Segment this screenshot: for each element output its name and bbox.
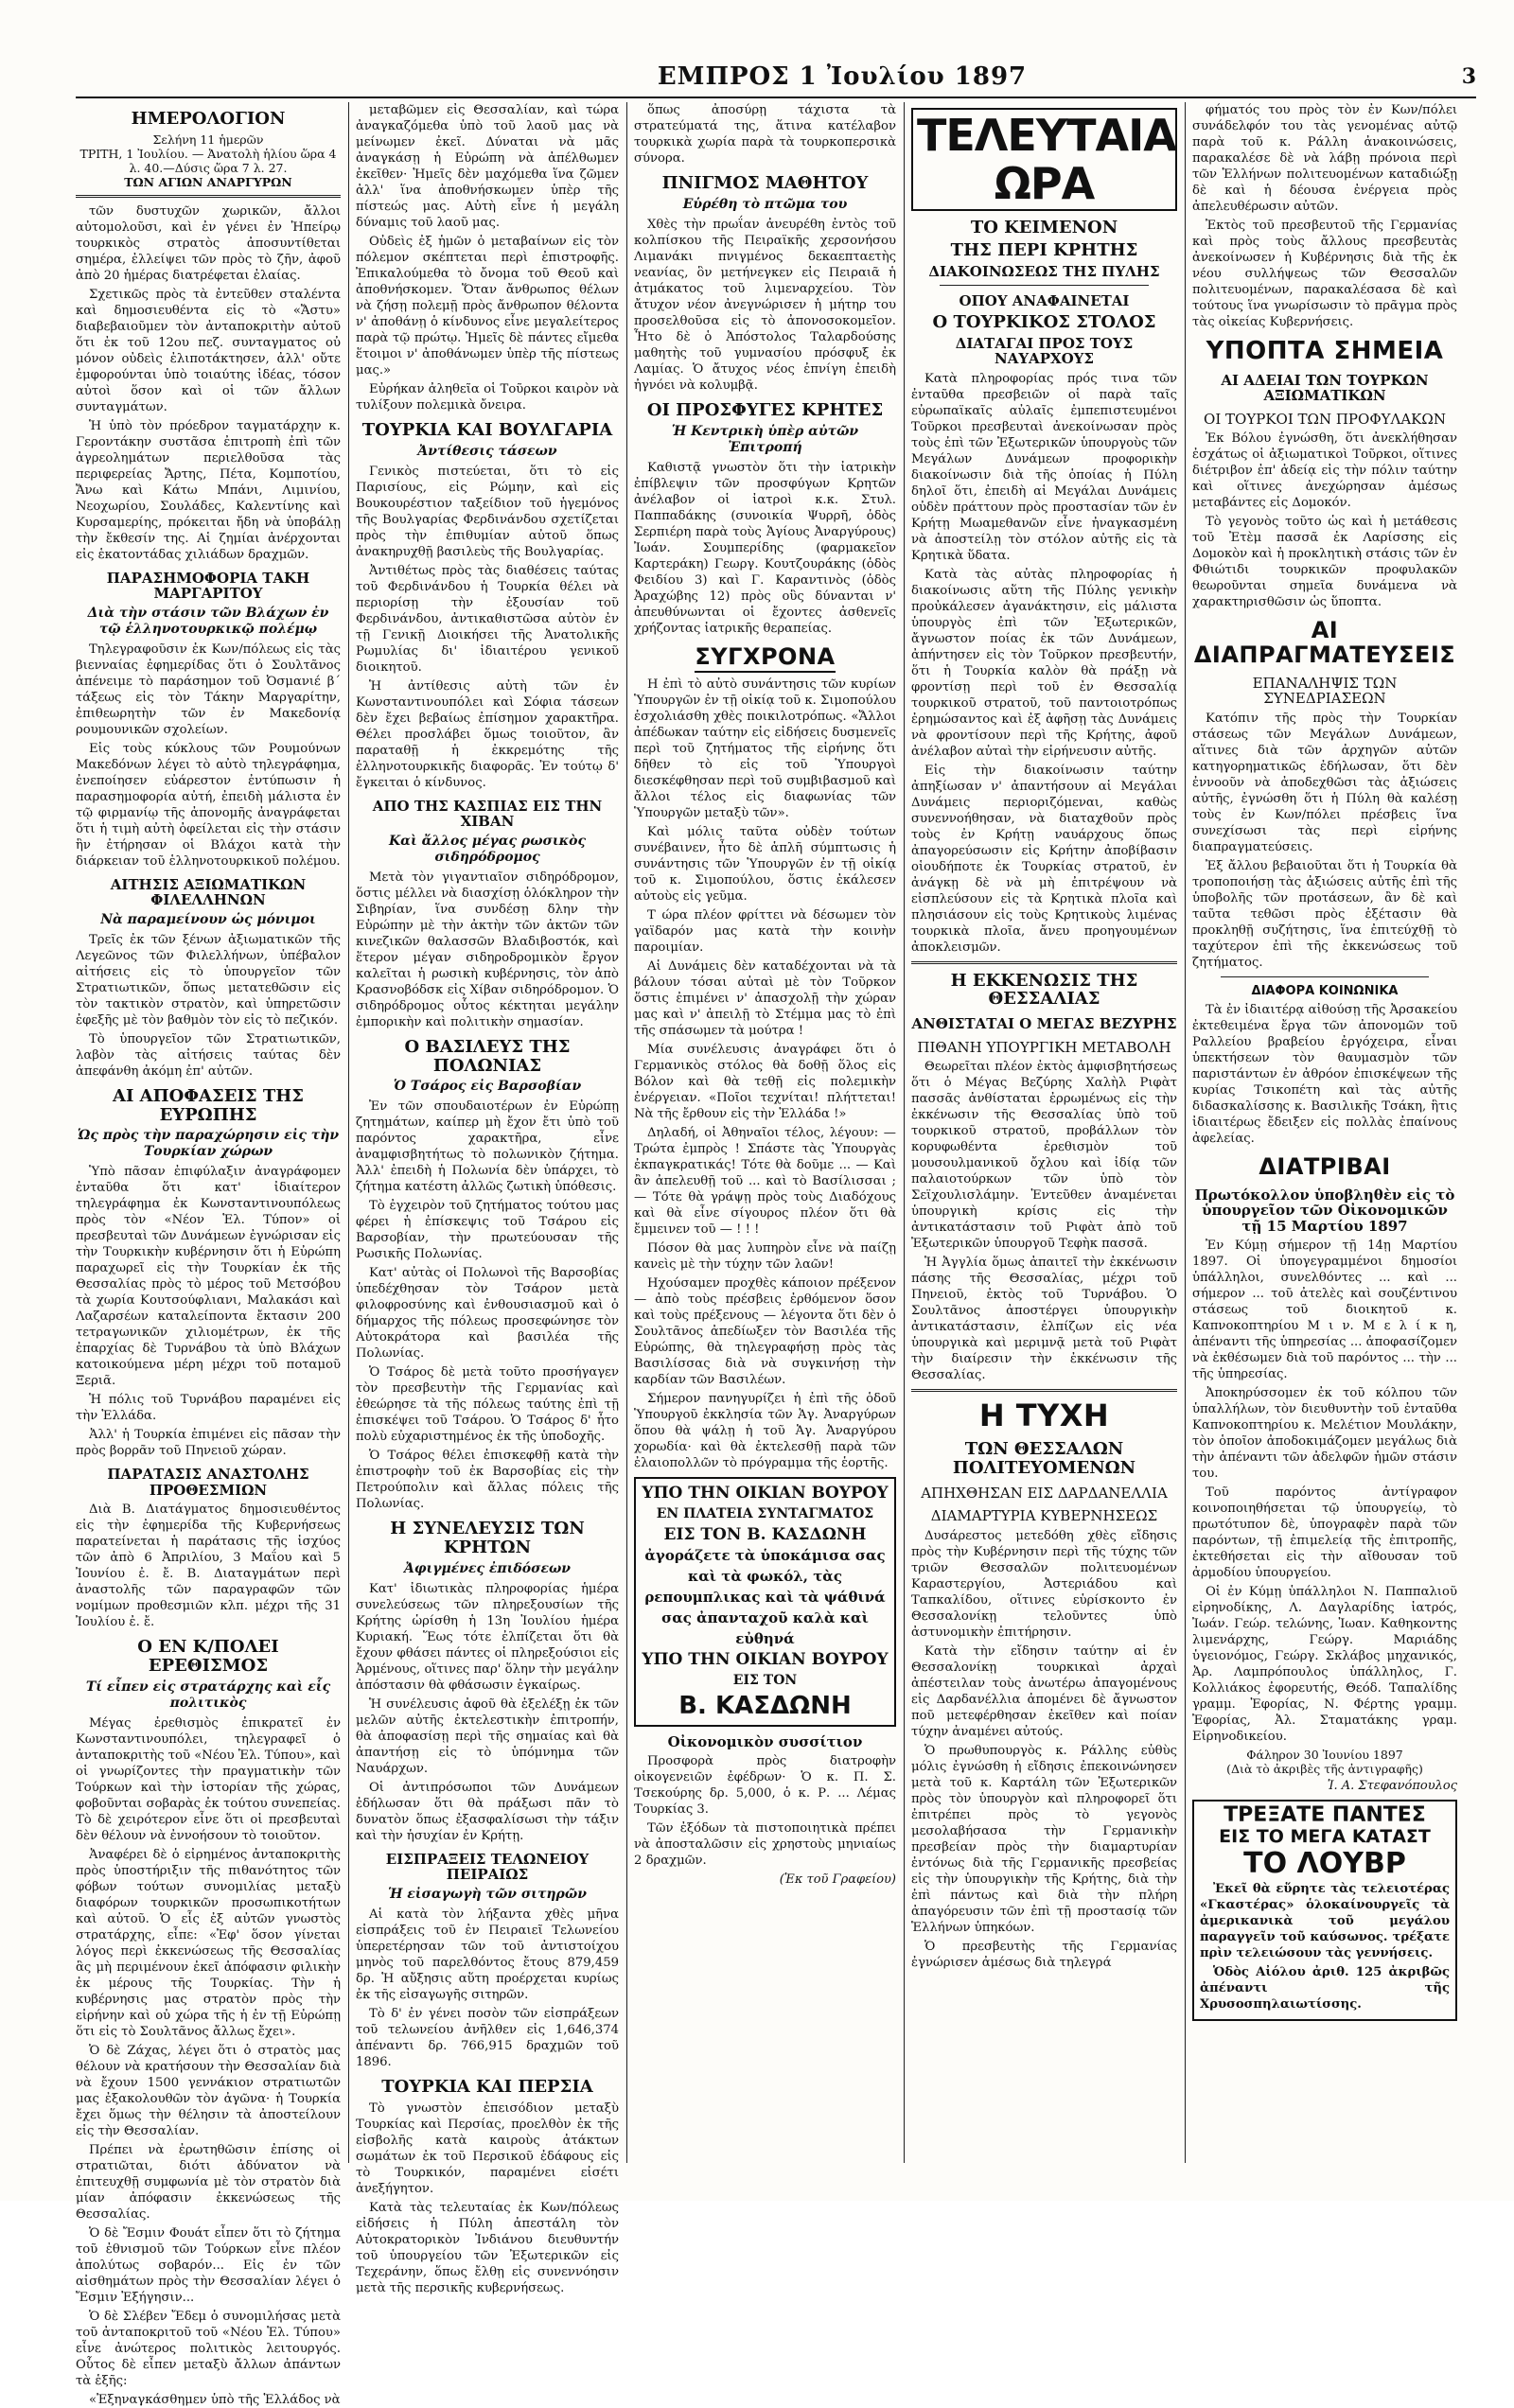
paragraph: Τῶν ἐξόδων τὰ πιστοποιητικὰ πρέπει νὰ ἀποσταλῶσιν εἰς χρηστοὺς μηνιαίως 2 δραχμῶν.: [634, 1821, 896, 1869]
subheadline: Καὶ ἄλλος μέγας ρωσικὸς σιδηρόδρομος: [389, 833, 586, 865]
headline-box: [911, 108, 1177, 211]
headline: ΑΙ ΑΔΕΙΑΙ ΤΩΝ ΤΟΥΡΚΩΝ ΑΞΙΩΜΑΤΙΚΩΝ: [1221, 371, 1429, 405]
paragraph: Σήμερον πανηγυρίζει ἡ ἐπὶ τῆς ὁδοῦ Ὑπουργοῦ ἐκκλησία τῶν Ἁγ. Ἀναργύρων ὅπου θὰ ψάλῃ ἡ τοῦ Ἁγ. Ἀναργύρου χορωδία· καὶ θὰ ἐκτελεσθῇ παρὰ τῶν ἐλαιοπολλῶν τὸ πρόγραμμα τῆς ἑορτῆς.: [634, 1391, 896, 1470]
headline: Οἰκονομικὸν συσσίτιον: [667, 1732, 863, 1750]
headline: ΤΟ ΚΕΙΜΕΝΟΝ: [970, 218, 1118, 238]
headline: Ο ΕΝ Κ/ΠΟΛΕΙ ΕΡΕΘΙΣΜΟΣ: [137, 1637, 279, 1677]
paragraph: Τὸ δ' ἐν γένει ποσὸν τῶν εἰσπράξεων τοῦ τελωνείου ἀνῆλθεν εἰς 1,646,374 ἀπέναντι δρ. 766,915 δραχμῶν τοῦ 1896.: [356, 2006, 619, 2069]
headline: ΑΙΤΗΣΙΣ ΑΞΙΩΜΑΤΙΚΩΝ ΦΙΛΕΛΛΗΝΩΝ: [110, 875, 307, 909]
paragraph: Τὸ γεγονὸς τοῦτο ὡς καὶ ἡ μετάθεσις τοῦ Ἐτὲμ πασσᾶ ἐκ Λαρίσσης εἰς Δομοκὸν καὶ ἡ προκλητικὴ στάσις τῶν ἐν Φθιώτιδι τουρκικῶν προφυλακῶν θεωροῦνται σημεῖα δυνάμενα νὰ χαρακτηρισθῶσιν ὡς ὕποπτα.: [1192, 515, 1457, 610]
signature: (Ἐκ τοῦ Γραφείου): [779, 1872, 896, 1888]
paragraph: Κατὰ τὰς αὐτὰς πληροφορίας ἡ διακοίνωσις αὕτη τῆς Πύλης γενικὴν προὐκάλεσεν ἀγανάκτησιν, εἰς μάλιστα ὑπουργὸς ἐπὶ τῶν Ἐξωτερικῶν, ἄγνωστον ποίας ἐκ τῶν Δυνάμεων, ἀπήντησεν εἰς τὸν Τοῦρκον πρεσβευτήν, ὅτι ἡ Τουρκία καλὸν θὰ πράξῃ νὰ φροντίσῃ περὶ τοῦ ἐν Θεσσαλίᾳ τουρκικοῦ στρατοῦ, τοῦ παντοιοτρόπως ἐρημώσαντος καὶ ἐξ ἀφῆσῃ τὰς Δυνάμεις νὰ φροντίσουν περὶ τῆς Κρήτης, ἀφοῦ ἀνέλαβον αὐταὶ τὴν εἰρήνευσιν αὐτῆς.: [911, 567, 1177, 759]
paragraph: Ἡ ἀντίθεσις αὐτὴ τῶν ἐν Κωνσταντινουπόλει καὶ Σόφια τάσεων δὲν ἔχει βεβαίως ἐπίσημον χαρακτῆρα. Θέλει προσλάβει ὅμως τοιοῦτον, ἂν παραταθῇ ἡ ἐκκρεμότης τῆς ἑλληνοτουρκικῆς διαφορᾶς. Ἐν τούτῳ δ' ἔγκειται ὁ κίνδυνος.: [356, 678, 619, 790]
headline-text: ΣΥΓΧΡΟΝΑ: [695, 644, 835, 673]
paragraph: Διὰ Β. Διατάγματος δημοσιευθέντος εἰς τὴν ἐφημερίδα τῆς Κυβερνήσεως παρατείνεται ἡ παράτασις τῆς ἰσχύος τῶν ἀπὸ 6 Ἀπριλίου, 3 Μαΐου καὶ 5 Ἰουνίου ἐ. ἔ. Β. Διαταγμάτων περὶ ἀναστολῆς τῶν παραγραφῶν τῶν νομίμων προθεσμιῶν κλπ. μέχρι τῆς 31 Ἰουλίου ἐ. ἔ.: [76, 1503, 341, 1630]
headline: [634, 644, 896, 673]
headline: ΑΝΘΙΣΤΑΤΑΙ Ο ΜΕΓΑΣ ΒΕΖΥΡΗΣ: [911, 1015, 1177, 1033]
headline: ΤΩΝ ΘΕΣΣΑΛΩΝ ΠΟΛΙΤΕΥΟΜΕΝΩΝ: [952, 1439, 1136, 1479]
paragraph: Μία συνέλευσις ἀναγράφει ὅτι ὁ Γερμανικὸς στόλος θὰ δοθῇ ὅλος εἰς Βόλον καὶ θὰ τεθῇ εἰς πολεμικὴν ἐνέργειαν. «Ποῖοι τεχνίται! πλήττεται! Νὰ τῆς ἔρθουν εἰς τὴν Ἑλλάδα !»: [634, 1042, 896, 1121]
paragraph: Ὁ δὲ Ζάχας, λέγει ὅτι ὁ στρατὸς μας θέλουν νὰ κρατήσουν τὴν Θεσσαλίαν διὰ νὰ ἔχουν 1500 γεννάκιον στρατιωτῶν μας ἐξακολουθῶν τὸν ἀγῶνα· ἡ Τουρκία ἔχει ὅμως τὴν θέλησιν τὰ ἀποστείλουν εἰς τὴν Θεσσαλίαν.: [76, 2043, 341, 2138]
paragraph: Κατὰ τὰς τελευταίας ἐκ Κων/πόλεως εἰδήσεις ἡ Πύλη ἀπεστάλη τὸν Αὐτοκρατορικὸν Ἰνδιάνου διευθυντήν τοῦ ὑπουργείου τῶν Ἐξωτερικῶν εἰς Τεχεράνην, ὅπως ἔλθῃ εἰς συνεννόησιν μετὰ τῆς περσικῆς κυβερνήσεως.: [356, 2200, 619, 2295]
headline: ΠΙΘΑΝΗ ΥΠΟΥΡΓΙΚΗ ΜΕΤΑΒΟΛΗ: [917, 1038, 1171, 1056]
headline: Η ΤΥΧΗ: [978, 1397, 1110, 1434]
paragraph: Εὐρήκαν ἀληθεῖα οἱ Τοῦρκοι καιρὸν νὰ τυλίξουν πολεμικὰ ὄνειρα.: [356, 382, 619, 413]
headline: ΠΝΙΓΜΟΣ ΜΑΘΗΤΟΥ: [661, 173, 869, 193]
column-rule: [904, 102, 905, 2163]
subheadline: Νὰ παραμείνουν ὡς μόνιμοι: [100, 911, 316, 927]
ad-line: ΤΡΕΞΑΤΕ ΠΑΝΤΕΣ: [1224, 1803, 1426, 1828]
paragraph: Ἡ Ἀγγλία ὅμως ἀπαιτεῖ τὴν ἐκκένωσιν πάσης τῆς Θεσσαλίας, μέχρι τοῦ Πηνειοῦ, ἐκτὸς τοῦ Τυρνάβου. Ὁ Σουλτᾶνος ἀποστέργει ὑπουργικὴν ἀντικατάστασιν, ἐλπίζων εἰς νέα ὑπουργικὰ καὶ μεριμνᾷ μετὰ τοῦ Ριφὰτ τὴν διαίρεσιν τὴν ἐκκένωσιν τῆς Θεσσαλίας.: [911, 1256, 1177, 1383]
paragraph: Ὁ πρεσβευτὴς τῆς Γερμανίας ἐγνώρισεν ἀμέσως διὰ τηλεγρά: [911, 1939, 1177, 1970]
headline: ΑΙ ΔΙΑΠΡΑΓΜΑΤΕΥΣΕΙΣ: [1193, 617, 1456, 669]
divider: [911, 961, 1177, 964]
paragraph: Ὑπὸ πᾶσαν ἐπιφύλαξιν ἀναγράφομεν ἐνταῦθα ὅτι κατ' ἰδιαίτερον τηλεγράφημα ἐκ Κωνσταντινουπόλεως πρὸς τὸν «Νέον Ἑλ. Τύπον» οἱ πρεσβευταὶ τῶν Δυνάμεων ἐγνώρισαν εἰς τὴν Τουρκικὴν κυβέρνησιν ὅτι ἡ Εὐρώπη παραχωρεῖ εἰς τὴν Τουρκίαν ἐκ τῆς Θεσσαλίας πρὸς τὸ μέρος τοῦ Μετσόβου τὰ χωρία Κουτσούφλιανι, Μαλακάσι καὶ Λαζαρσέων καταλείποντα ἔκτασιν 200 τετραγωνικῶν χιλιομέτρων, ἐκ τῆς ἐπαρχίας δὲ Τυρνάβου τὰ ὑπὸ Βλάχων κατοικούμενα μέρη μέχρι τοῦ ποταμοῦ Ξεριᾶ.: [76, 1165, 341, 1389]
column-1: [76, 102, 341, 2407]
paragraph: Τὸ ἐγχειρὸν τοῦ ζητήματος τούτου μας φέρει ἡ ἐπίσκεψις τοῦ Τσάρου εἰς Βαρσοβίαν, τὴν πρωτεύουσαν τῆς Ρωσικῆς Πολωνίας.: [356, 1199, 619, 1262]
advertisement: [1192, 1800, 1457, 2021]
paragraph: Κατ' αὐτὰς οἱ Πολωνοὶ τῆς Βαρσοβίας ὑπεδέχθησαν τὸν Τσάρον μετὰ φιλοφροσύνης καὶ ἐνθουσιασμοῦ καὶ ὁ δήμαρχος τῆς πόλεως προσεφώνησε τὸν Αὐτοκράτορα καὶ βασιλέα τῆς Πολωνίας.: [356, 1266, 619, 1362]
column-2: [356, 102, 619, 2295]
paragraph: Τ ώρα πλέον φρίττει νὰ δέσωμεν τὸν γαϊδαρόν μας κατὰ τὴν κοινὴν παροιμίαν.: [634, 907, 896, 955]
divider: [76, 195, 341, 198]
ad-line: ΥΠΟ ΤΗΝ ΟΙΚΙΑΝ ΒΟΥΡΟΥ: [642, 1483, 889, 1503]
ad-line: ΕΙΣ ΤΟ ΜΕΓΑ ΚΑΤΑΣΤ: [1219, 1826, 1431, 1848]
paragraph: Ἀποκηρύσσομεν ἐκ τοῦ κόλπου τῶν ὑπαλλήλων, τὸν διευθυντὴν τοῦ ἐνταῦθα Καπνοκοπτηρίου κ. Μελέτιον Μουλάκην, τὸν ὁποῖον ἀποδοκιμάζομεν μεγάλως διὰ τὴν ἀπέναντι τῶν ἀδελφῶν ἡμῶν στάσιν του.: [1192, 1386, 1457, 1482]
paragraph: Χθὲς τὴν πρωΐαν ἀνευρέθη ἐντὸς τοῦ κολπίσκου τῆς Πειραϊκῆς χερσονήσου Λιμανάκι πνιγμένος δεκαεπταετὴς νεανίας, ὃν μετήνεγκεν εἰς Πειραιᾶ ἡ ἀτμάκατος τοῦ λιμεναρχείου. Τὸν ἄτυχον νέον ἀνεγνώρισεν ἡ μήτηρ του προσελθοῦσα εἰς τὸ ἀπονοσοκομεῖον. Ἦτο δὲ ὁ Ἀπόστολος Ταλαρδούσης μαθητὴς τοῦ γυμνασίου πρόσφυξ ἐκ Λαμίας. Ὁ ἄτυχος νέος ἐπνίγη ἐπειδὴ ἠγνόει νὰ κολυμβᾷ.: [634, 217, 896, 393]
paragraph: Κατ' ἰδιωτικὰς πληροφορίας ἡμέρα συνελεύσεως τῶν πληρεξουσίων τῆς Κρήτης ὡρίσθη ἡ 13η Ἰουλίου ἡμέρα Κυριακή. Ἕως τότε ἐλπίζεται ὅτι θὰ ἔχουν φθάσει πάντες οἱ πληρεξούσιοι εἰς Ἀρμένους, οἵτινες παρ' ὅλην τὴν μεγάλην ἀπόστασιν θὰ φθάσωσιν ἐγκαίρως.: [356, 1581, 619, 1693]
paragraph: Ἀναφέρει δὲ ὁ εἰρημένος ἀνταποκριτὴς πρὸς ὑποστήριξιν τῆς πιθανότητος τῶν φόβων τούτων συνομιλίας μεταξὺ διαφόρων τουρκικῶν προσωπικοτήτων καὶ αὐτοῦ. Ὁ εἷς ἐξ αὐτῶν γνωστὸς στρατάρχης, εἶπε: «Ἐφ' ὅσον γίνεται λόγος περὶ ἐκκενώσεως τῆς Θεσσαλίας ἃς μὴ περιμένουν ἐκεῖ ἀπόφασιν φιλικὴν ἐκ μέρους τῆς Τουρκίας. Τὴν ἡ κυβέρνησις μας στρατὸν πρὸς τὴν εἰρήνην καὶ οὐ χώρα τῆς ἡ ἐν τῇ Εὐρώπῃ ὅτι εἰς τὸ Σουλτᾶνος ἄλλως ἔχει».: [76, 1847, 341, 2039]
paragraph: τῶν δυστυχῶν χωρικῶν, ἄλλοι αὐτομολοῦσι, καὶ ἐν γένει ἐν Ἠπείρῳ τουρκικὸς στρατὸς ἀποσυντίθεται σημέρα, ἐλλείψει τῶν πρὸς τὸ ζῆν, ἀφοῦ ἀπὸ 20 ἡμέρας διατρέφεται ἐλαίας.: [76, 203, 341, 283]
subheadline: Εὑρέθη τὸ πτῶμα του: [682, 196, 848, 212]
headline: ΤΟΥΡΚΙΑ ΚΑΙ ΠΕΡΣΙΑ: [381, 2076, 593, 2097]
headline: ΠΑΡΑΣΗΜΟΦΟΡΙΑ ΤΑΚΗ ΜΑΡΓΑΡΙΤΟΥ: [106, 569, 310, 603]
paragraph: Ὁ Τσάρος θέλει ἐπισκεφθῇ κατὰ τὴν ἐπιστροφὴν τοῦ ἐκ Βαρσοβίας εἰς τὴν Πετρούπολιν καὶ ἄλλας πόλεις τῆς Πολωνίας.: [356, 1449, 619, 1512]
masthead: [76, 59, 1476, 98]
paragraph: Τὸ ὑπουργεῖον τῶν Στρατιωτικῶν, λαβὸν τὰς αἰτήσεις ταύτας δὲν ἀπεφάνθη ἀκόμη ἐπ' αὐτῶν.: [76, 1031, 341, 1079]
headline: ΔΙΑΦΟΡΑ ΚΟΙΝΩΝΙΚΑ: [1251, 983, 1399, 998]
paragraph: Ἀλλ' ἡ Τουρκία ἐπιμένει εἰς πᾶσαν τὴν πρὸς βορρᾶν τοῦ Πηνειοῦ χώραν.: [76, 1428, 341, 1459]
column-5: [1192, 102, 1457, 2163]
ad-line: ΕΙΣ ΤΟΝ: [732, 1672, 798, 1688]
paragraph: Τρεῖς ἐκ τῶν ξένων ἀξιωματικῶν τῆς Λεγεῶνος τῶν Φιλελλήνων, ὑπέβαλον αἰτήσεις εἰς τὸ ὑπουργεῖον τῶν Στρατιωτικῶν, ὅπως μετατεθῶσιν εἰς τὸν τακτικὸν στρατὸν, καὶ ὑπηρετῶσιν ἐφεξῆς μὲ τὸν βαθμὸν τὸν εἰς τὸ πεζικόν.: [76, 932, 341, 1028]
subheadline: Ὁ Τσάρος εἰς Βαρσοβίαν: [393, 1079, 582, 1095]
paragraph: Πόσον θὰ μας λυπηρὸν εἶνε νὰ παίζῃ κανεὶς μὲ τὴν τύχην τῶν λαῶν!: [634, 1240, 896, 1272]
headline: ΕΠΑΝΑΛΗΨΙΣ ΤΩΝ ΣΥΝΕΔΡΙΑΣΕΩΝ: [1252, 674, 1398, 708]
paragraph: Ὁδὸς Αἰόλου ἀριθ. 125 ἀκριβῶς ἀπέναντι τῆς Χρυσοσπηλαιωτίσσης.: [1200, 1965, 1450, 2013]
advertisement: [634, 1477, 896, 1727]
note: (Διὰ τὸ ἀκριβὲς τῆς ἀντιγραφῆς): [1226, 1762, 1423, 1777]
headline: Η ΣΥΝΕΛΕΥΣΙΣ ΤΩΝ ΚΡΗΤΩΝ: [390, 1519, 585, 1558]
ad-line: ἀγοράζετε τὰ ὑποκάμισα σας καὶ τὰ φωκόλ, τὰς ρεπουμπλικας καὶ τὰ ψάθινά σας ἀπανταχοῦ καλὰ καὶ εὐθηνά: [644, 1546, 886, 1647]
subheadline: Ὡς πρὸς τὴν παραχώρησιν εἰς τὴν Τουρκίαν χώρων: [77, 1128, 340, 1160]
subheadline: Διὰ τὴν στάσιν τῶν Βλάχων ἐν τῷ ἑλληνοτουρκικῷ πολέμῳ: [87, 605, 329, 637]
paragraph: Οἱ ἐν Κύμῃ ὑπάλληλοι Ν. Παππαλιοῦ εἰρηνοδίκης, Λ. Δαγλαρίδης ἰατρός, Ἰωάν. Γεώρ. τελώνης, Ἰωαν. Καθηκοντης λιμενάρχης, Γεώργ. Μαριάδης ὑγειονόμος, Γεώργ. Σκλάβος μηχανικός, Ἀρ. Λαμπρόπουλος ὑπάλληλος, Γ. Κολλιάκος ἐφορευτής, Θεόδ. Ταπαλίδης γραμμ. Ἐφορίας, Ν. Φέρτης γραμμ. Ἐφορίας, Ἀλ. Σταματάκης γραμ. Εἰρηνοδικείου.: [1192, 1585, 1457, 1745]
divider: [1221, 976, 1429, 977]
headline: ΕΙΣΠΡΑΞΕΙΣ ΤΕΛΩΝΕΙΟΥ ΠΕΙΡΑΙΩΣ: [385, 1850, 590, 1884]
ad-line: Β. ΚΑΣΔΩΝΗ: [678, 1691, 852, 1720]
subheadline: Ἀφιγμένες ἐπιδόσεων: [403, 1560, 571, 1576]
paragraph: ὅπως ἀποσύρῃ τάχιστα τὰ στρατεύματά της, ἅτινα κατέλαβον τουρκικὰ χωρία παρὰ τὰ τουρκοπερσικὰ σύνορα.: [634, 103, 896, 166]
paragraph: Γενικὸς πιστεύεται, ὅτι τὸ εἰς Παρισίους, εἰς Ρώμην, καὶ εἰς Βουκουρέστιον ταξείδιον τοῦ ἡγεμόνος τῆς Βουλγαρίας Φερδινάνδου σχετίζεται πρὸς τὴν ἐπιθυμίαν αὐτοῦ ὅπως ἀνακηρυχθῇ βασιλεὺς τῆς Βουλγαρίας.: [356, 464, 619, 559]
column-rule: [348, 102, 349, 2163]
paragraph: Καὶ μόλις ταῦτα οὐδὲν τούτων συνέβαινεν, ἦτο δὲ ἁπλῆ σύμπτωσις ἡ συνάντησις τῶν Ὑπουργῶν ἐν τῇ οἰκίᾳ τοῦ κ. Σιμοπούλου, ὅστις ἐκάλεσεν αὐτοὺς εἰς γεῦμα.: [634, 824, 896, 904]
paragraph: Ὁ Τσάρος δὲ μετὰ τοῦτο προσήγαγεν τὸν πρεσβευτὴν τῆς Γερμανίας καὶ ἐθεώρησε τὰ τῆς πόλεως ταύτης ἐπὶ τῇ ἐπισκέψει τοῦ Τσάρου. Ὁ Τσάρος δ' ἦτο πολὺ εὐχαριστημένος ἐκ τῆς ὑποδοχῆς.: [356, 1365, 619, 1445]
paragraph: Οὐδεὶς ἐξ ἡμῶν ὁ μεταβαίνων εἰς τὸν πόλεμον σκέπτεται περὶ ἐπιστροφῆς. Ἐπικαλούμεθα τὸ ὄνομα τοῦ Θεοῦ καὶ ἀποθνήσκομεν. Ὅταν ἄνθρωπος θέλων νὰ ζήσῃ πολεμῇ πρὸς ἄνθρωπον θέλοντα ν' ἀποθάνῃ ὁ κίνδυνος εἶνε μεγαλείτερος παρὰ τῷ πρώτῳ. Ἡμεῖς δὲ πάντες εἴμεθα ἕτοιμοι ν' ἀποθάνωμεν ὑπὲρ τῆς πίστεως μας.»: [356, 235, 619, 378]
paragraph: Ἐν Κύμῃ σήμερον τῇ 14ῃ Μαρτίου 1897. Οἱ ὑπογεγραμμένοι δημοσίοι ὑπάλληλοι, συνελθόντες ... καὶ ... σήμερον ... τοῦ ἀτελὲς καὶ σουζέντινου στάσεως τοῦ διοικητοῦ κ. Καπνοκοπτηρίου Μ ι ν. Μ ε λ ί κ η, ἀπέναντι τῆς ὑπηρεσίας ... ἀποφασίζομεν νὰ ἐκθέσωμεν διὰ τοῦ παρόντος ... τὴν ... τῆς ὑπηρεσίας.: [1192, 1239, 1457, 1382]
headline: ΔΙΑΚΟΙΝΩΣΕΩΣ ΤΗΣ ΠΥΛΗΣ: [928, 262, 1160, 280]
paragraph: Σχετικῶς πρὸς τὰ ἐντεῦθεν σταλέντα καὶ δημοσιευθέντα εἰς τὸ «Ἄστυ» διαβεβαιοῦμεν τὸν ἀνταποκριτὴν αὐτοῦ ὅτι ἐκ τοῦ 12ου πεζ. συνταγματος οὐ μόνον οὐδεὶς ἐλιποτάκτησεν, ἀλλ' οὔτε ἐμφορούνται ὑπὸ τοιαύτης ἰδέας, τόσον αὐτοὶ ὅσον καὶ οἱ τῶν ἄλλων συνταγμάτων.: [76, 287, 341, 414]
column-rule: [626, 102, 627, 2163]
calendar-saints: ΤΩΝ ΑΓΙΩΝ ΑΝΑΡΓΥΡΩΝ: [124, 174, 292, 189]
paragraph: Ηχούσαμεν προχθὲς κάποιον πρέξενον — ἀπὸ τοὺς πρέσβεις ἐρθόμενον ὅσον καὶ τοὺς πρέξενους — λέγοντα ὅτι δὲν ὁ Σουλτᾶνος ἀπεδίωξεν τὸν Βασιλέα τῆς Εὐρώπης, θὰ τηλεγραφήσῃ πρὸς τὰς Βασιλίσσας διὰ νὰ συγκινήσῃ τὴν καρδίαν τῶν Βασιλέων.: [634, 1275, 896, 1387]
headline: Η ΕΚΚΕΝΩΣΙΣ ΤΗΣ ΘΕΣΣΑΛΙΑΣ: [950, 970, 1138, 1010]
paragraph: μεταβῶμεν εἰς Θεσσαλίαν, καὶ τώρα ἀναγκαζόμεθα ὑπὸ τοῦ λαοῦ μας νὰ μείνωμεν ἐκεῖ. Δύναται νὰ μᾶς ἀναγκάσῃ ἡ Εὐρώπη νὰ ἀπέλθωμεν ἐκεῖθεν· Ἡμεῖς δὲν μαχόμεθα ἵνα ζῶμεν ἀλλ' ἵνα ἀποθνήσκωμεν ὑπὲρ τῆς πίστεώς μας. Αὐτὴ εἶνε ἡ μεγάλη δύναμις τοῦ λαοῦ μας.: [356, 103, 619, 230]
paragraph: Θεωρεῖται πλέον ἐκτὸς ἀμφισβητήσεως ὅτι ὁ Μέγας Βεζύρης Χαλὴλ Ριφὰτ πασσᾶς ἀνθίσταται ἐρρωμένως εἰς τὴν ἐκκένωσιν τῆς Θεσσαλίας ὑπὸ τοῦ τουρκικοῦ στρατοῦ, προβάλλων τὸν κορυφωθέντα ἐρεθισμὸν τοῦ μουσουλμανικοῦ ὄχλου καὶ ἰδίᾳ τῶν παλαιοτούρκων τῶν ὑπὸ τὸν Σεϊχουλισλάμην. Ἐντεῦθεν ἀναμένεται ὑπουργικὴ κρίσις εἰς τὴν ἀντικατάστασιν τοῦ Ριφὰτ ἀπὸ τοῦ Ἐξωτερικῶν ὑπουργοῦ Τεφὴκ πασσᾶ.: [911, 1060, 1177, 1252]
paragraph: Εἰς τὴν διακοίνωσιν ταύτην ἀπηξίωσαν ν' ἀπαντήσουν αἱ Μεγάλαι Δυνάμεις περιοριζόμεναι, καθὼς συνεννοήθησαν, νὰ διαταχθοῦν πρὸς τοὺς ἐν Κρήτῃ ναυάρχους ὅπως ἀπαγορεύσωσιν εἰς Κρήτην ἀποβίβασιν οἱουδήποτε ἐκ Τουρκίας στρατοῦ, ἐν ἀνάγκῃ δὲ νὰ μὴ ἐπιτρέψουν νὰ εἰσπλεύσουν εἰς τὰ Κρητικὰ πλοῖα καὶ πλησιάσουν εἰς τοὺς Κρητικοὺς λιμένας τουρκικὰ πλοῖα, ἄνευ προηγουμένων ἀποκλεισμῶν.: [911, 763, 1177, 955]
paragraph: Ἐξ ἄλλου βεβαιοῦται ὅτι ἡ Τουρκία θὰ τροποποιήσῃ τὰς ἀξιώσεις αὐτῆς ἐπὶ τῆς ὑποβολῆς τῶν προτάσεων, ἂν δὲ καὶ ταῦτα τεθῶσι πρὸς ἐξέτασιν θὰ προκληθῇ συζήτησις, ἵνα ἐπιτεύχθῇ τὸ ταχύτερον ἐπὶ τῆς ἐκκενώσεως τοῦ ζητήματος.: [1192, 858, 1457, 970]
paragraph: Ὁ πρωθυπουργὸς κ. Ράλλης εὐθὺς μόλις ἐγνώσθη ἡ εἴδησις ἐπεκοινώνησεν μετὰ τοῦ κ. Καρτάλη τῶν Ἐξωτερικῶν πρὸς τὸν ὑπουργὸν καὶ πληροφορεῖ ὅτι ἐπιτρέπει πρὸς τὸ γεγονὸς μεσολαβήσασα τὴν Γερμανικὴν πρεσβείαν πρὸς τὴν διαμαρτυρίαν ἐντόνως διὰ τῆς Γερμανικῆς πρεσβείας εἰς τὴν ὑπουργικὴν τῆς Κρήτης, διὰ τὴν ἐπὶ πάντως καὶ διὰ τὴν πλήρη ἀπαγόρευσιν τῶν ἐπὶ τῇ προστασίᾳ τῶν Ἑλλήνων ὑπηκόων.: [911, 1743, 1177, 1935]
headline: ΤΗΣ ΠΕΡΙ ΚΡΗΤΗΣ: [950, 239, 1138, 260]
paragraph: Καθιστᾷ γνωστὸν ὅτι τὴν ἰατρικὴν ἐπίβλεψιν τῶν προσφύγων Κρητῶν ἀνέλαβον οἱ ἰατροὶ κ.κ. Στυλ. Παππαδάκης (συνοικία Ψυρρῆ, ὁδὸς Σερπιέρη παρὰ τοὺς Ἁγίους Ἀναργύρους) Ἰωάν. Σουμπερίδης (φαρμακεῖον Καρτεράκη) Γεωργ. Κουτζουράκης (ὁδὸς Φειδίου 3) καὶ Γ. Καραντινὸς (ὁδὸς Ἀραχώβης 12) πρὸς οὓς δύνανται ν' ἀπευθύνωνται οἱ ἔχοντες ἀσθενεῖς χρήζοντας ἰατρικῆς θεραπείας.: [634, 460, 896, 636]
paragraph: Τὰ ἐν ἰδιαιτέρᾳ αἰθούσῃ τῆς Ἀρσακείου ἐκτεθειμένα ἔργα τῶν ἀπονομῶν τοῦ Ραλλείου βραβείου ἐργόχειρα, εἶναι ὑπεκτήσεων τὸν θαυμασμὸν τῶν παριστάντων ἐν ἀθρόον ἐπισκέψεων τῆς κυρίας Τσικοπέτη καὶ τὰς αὐτῆς διδασκαλίσσης κ. Βασιλικῆς Τσάκη, ἣτις ἰδιαιτέρως ἔδειξεν εἰς πολλὰς ἐπαίνους ἀφελείας.: [1192, 1003, 1457, 1147]
paragraph: Μετὰ τὸν γιγαντιαῖον σιδηρόδρομον, ὅστις μέλλει νὰ διασχίσῃ ὁλόκληρον τὴν Σιβηρίαν, ἵνα συνδέσῃ δλην τὴν Εὐρώπην μὲ τὴν ἀκτὴν τῶν ἀκτῶν τῶν κινεζικῶν θαλασσῶν Βλαδιβοστόκ, καὶ ἕτερον μέγαν σιδηροδρομικὸν ἔργον καλεῖται ἡ ρωσικὴ κυβέρνησις, τὸν ἀπὸ Κρασνοβόδσκ εἰς Χίβαν σιδηρόδρομον. Ὁ σιδηρόδρομος οὗτος κέκτηται μεγάλην ἐμπορικὴν καὶ πολιτικὴν σημασίαν.: [356, 870, 619, 1029]
headline: Πρωτόκολλον ὑποβληθὲν εἰς τὸ ὑπουργεῖον τῶν Οἰκονομικῶν τῇ 15 Μαρτίου 1897: [1194, 1186, 1455, 1235]
paragraph: Κατόπιν τῆς πρὸς τὴν Τουρκίαν στάσεως τῶν Μεγάλων Δυνάμεων, αἵτινες διὰ τῶν ἀρχηγῶν αὐτῶν κατηγορηματικῶς ἐδήλωσαν, ὅτι δὲν ἐννοοῦν νὰ ἀποδεχθῶσι τὰς ἀξιώσεις αὐτῆς, ἐγνώσθη ὅτι ἡ Πύλη θὰ καλέσῃ τοὺς ἐν Κων/πόλει πρέσβεις ἵνα συνεχίσωσι τὰς περὶ εἰρήνης διαπραγματεύσεις.: [1192, 711, 1457, 854]
headline: ΟΙ ΤΟΥΡΚΟΙ ΤΩΝ ΠΡΟΦΥΛΑΚΩΝ: [1204, 410, 1446, 428]
column-3: [634, 102, 896, 2163]
paragraph: Τὸ γνωστὸν ἐπεισόδιον μεταξὺ Τουρκίας καὶ Περσίας, προελθὸν ἐκ τῆς εἰσβολῆς κατὰ καιροὺς ἀτάκτων σωμάτων ἐκ τοῦ Περσικοῦ ἐδάφους εἰς τὸ Τουρκικόν, παραμένει εἰσέτι ἀνεξήγητον.: [356, 2100, 619, 2196]
headline: ΤΕΛΕΥΤΑΙΑ ΩΡΑ: [917, 110, 1176, 209]
paragraph: Δηλαδή, οἱ Ἀθηναῖοι τέλος, λέγουν: — Τρώτα ἐμπρὸς ! Σπάστε τὰς Ὑπουργὰς ἐκπαγκρατικάς! Τότε θὰ δοῦμε ... — Καὶ ἂν ἀπελευθῇ τοῦ ... καὶ τὸ Βασίλισσαι ; — Τότε θὰ γράψῃ πρὸς τοὺς Διαδόχους καὶ θὰ εἶνε σίγουρος πλέον ὅτι θὰ ἔμμεινεν τοῦ — ! ! !: [634, 1125, 896, 1237]
headline: ΟΙ ΠΡΟΣΦΥΓΕΣ ΚΡΗΤΕΣ: [646, 399, 884, 420]
subheadline: Ἡ εἰσαγωγὴ τῶν σιτηρῶν: [388, 1886, 587, 1902]
paragraph: Ἡ ὑπὸ τὸν πρόεδρον ταγματάρχην κ. Γεροντάκην συστᾶσα ἐπιτροπὴ ἐπὶ τῶν ἀγρεολημάτων περιελθοῦσα τὰς περιφερείας Ἄρτης, Πέτα, Κομποτίου, Ἄνω καὶ Κάτω Μπάνι, Λιμινίου, Νεοχωρίου, Σουλάδες, Καλεντίνης καὶ Κυρσαμερίης, πρόκειται ἤδη νὰ ὑποβάλῃ τὴν ἔκθεσίν της. Αἱ ζημίαι ἀνέρχονται εἰς ἑκατοντάδας χιλιάδων δραχμῶν.: [76, 418, 341, 562]
signature: Ἰ. Α. Στεφανόπουλος: [1327, 1779, 1457, 1794]
paragraph: Ἡ συνέλευσις ἀφοῦ θὰ ἐξελέξῃ ἐκ τῶν μελῶν αὐτῆς ἐκτελεστικὴν ἐπιτροπήν, θὰ ἀποφασίσῃ περὶ τῆς σημαίας καὶ θὰ ἀπαντήσῃ εἰς τὸ ὑπόμνημα τῶν Ναυάρχων.: [356, 1696, 619, 1776]
paragraph: Ὁ δὲ Ἔσμιν Φουάτ εἶπεν ὅτι τὸ ζήτημα τοῦ ἐθνισμοῦ τῶν Τούρκων εἶνε πλέον ἀπολύτως σοβαρόν... Εἰς ἐν τῶν αἰσθημάτων πρὸς τὴν Θεσσαλίαν λέγει ὁ Ἔσμιν Ἐξήγησιν...: [76, 2225, 341, 2305]
masthead-title: ΕΜΠΡΟΣ 1 Ἰουλίου 1897: [657, 62, 1028, 91]
ad-line: ΥΠΟ ΤΗΝ ΟΙΚΙΑΝ ΒΟΥΡΟΥ: [642, 1649, 889, 1669]
headline: ΑΠΗΧΘΗΣΑΝ ΕΙΣ ΔΑΡΔΑΝΕΛΛΙΑ: [921, 1484, 1168, 1502]
paragraph: Τοῦ παρόντος ἀντίγραφον κοινοποιηθήσεται τῷ ὑπουργείῳ, τὸ πρωτότυπον δὲ, ὑπογραφὲν παρὰ τῶν παρόντων, τῇ ἐπιμελείᾳ τῆς ἐπιτροπῆς, ἐκτεθήσεται εἰς τὴν αἴθουσαν τοῦ ἀρμοδίου ὑπουργείου.: [1192, 1485, 1457, 1581]
paragraph: Μέγας ἐρεθισμὸς ἐπικρατεῖ ἐν Κωνσταντινουπόλει, τηλεγραφεῖ ὁ ἀνταποκριτὴς τοῦ «Νέου Ἑλ. Τύπου», καὶ οἱ γνωρίζοντες τὴν πραγματικὴν τῶν Τούρκων καὶ τὴν ἱστορίαν τῆς χώρας, φοβοῦνται σοβαρὰς ἐκ τούτου συνεπείας. Τὸ δὲ χειρότερον εἶνε ὅτι οἱ πρεσβευταὶ δὲν θέλουν νὰ ἐννοήσουν τὸ τοιοῦτον.: [76, 1715, 341, 1843]
paragraph: Κατὰ πληροφορίας πρός τινα τῶν ἐνταῦθα πρεσβειῶν οἱ παρὰ ταῖς εὐρωπαϊκαῖς αὐλαῖς ἐμπεπιστευμένοι Τοῦρκοι πρεσβευταὶ ἀνεκοίνωσαν πρὸς τοὺς ἐπὶ τῶν Ἐξωτερικῶν ὑπουργοὺς τῶν Μεγάλων Δυνάμεων προφορικὴν διακοίνωσιν διὰ τῆς ὁποίας ἡ Πύλη δηλοῖ ὅτι, ἐπειδὴ αἱ Μεγάλαι Δυνάμεις οὐδὲν πράττουν πρὸς προστασίαν τῶν ἐν Κρήτῃ Μωαμεθανῶν εἶνε ἠναγκασμένη νὰ ἀποστείλῃ τὸν στόλον αὐτῆς εἰς τὰ Κρητικὰ ὕδατα.: [911, 371, 1177, 563]
paragraph: φήματός του πρὸς τὸν ἐν Κων/πόλει συνάδελφόν του τὰς γενομένας αὐτῷ παρὰ τοῦ κ. Ράλλη ἀνακοινώσεις, παρακαλέσε δὲ νὰ λάβῃ πρόνοια περὶ τῶν Ἑλλήνων πολιτευομένων καταδιώξῃ δὲ καὶ ἡ δέουσα ἐνέργεια πρὸς ἀπελευθέρωσιν αὐτῶν.: [1192, 103, 1457, 214]
column-rule: [1185, 102, 1186, 2163]
paragraph: Η ἐπὶ τὸ αὐτὸ συνάντησις τῶν κυρίων Ὑπουργῶν ἐν τῇ οἰκίᾳ τοῦ κ. Σιμοπούλου ἐσχολιάσθη χθὲς ποικιλοτρόπως. «Ἄλλοι ἀπέδωκαν ταύτην εἰς εἰδήσεις δυσμενεῖς περὶ τοῦ ζητήματος τῆς εἰρήνης ὅτι δῆθεν τὸ εἰς τοῦ Ὑπουργοὶ διεσκέφθησαν περὶ τοῦ συμβιβασμοῦ καὶ ἄλλοι τέλος εἰς διαφωνίας τῶν Ὑπουργῶν μεταξὺ τῶν».: [634, 677, 896, 820]
divider: [940, 285, 1149, 286]
dateline: Φάληρον 30 Ἰουνίου 1897: [1246, 1748, 1403, 1763]
calendar-line: ΤΡΙΤΗ, 1 Ἰουλίου. — Ἀνατολὴ ἡλίου ὥρα 4 λ. 40.—Δύσις ὥρα 7 λ. 27.: [79, 146, 337, 175]
headline: ΥΠΟΠΤΑ ΣΗΜΕΙΑ: [1206, 337, 1444, 365]
paragraph: Αἱ Δυνάμεις δὲν καταδέχονται νὰ τὰ βάλουν τόσαι αὐταὶ μὲ τὸν Τοῦρκον ὅστις ἐπιμένει ν' ἀπασχολῇ τὴν χώραν μας καὶ ν' ἀπειλῇ τὸ Στέμμα μας τὸ ἐπὶ τῆς σπάσωμεν τὰ μούτρα !: [634, 958, 896, 1038]
calendar-moon: Σελήνη 11 ἡμερῶν: [152, 132, 264, 147]
paragraph: Ὁ δὲ Σλέβεν Ἔδεμ ὁ συνομιλήσας μετὰ τοῦ ἀνταποκριτοῦ τοῦ «Νέου Ἑλ. Τύπου» εἶνε ἀνώτερος πολιτικὸς λειτουργός. Οὗτος δὲ εἶπεν μεταξὺ ἄλλων ἀπάντων τὰ ἑξῆς:: [76, 2309, 341, 2388]
paragraph: Ἐκεῖ θὰ εὕρητε τὰς τελειοτέρας «Γκαστέρας» ὁλοκαίνουργεῖς τὰ ἀμερικανικὰ τοῦ μεγάλου παραγγεῖν τοῦ καύσωνος. τρέξατε πρὶν τελειώσουν τὰς γεννήσεις.: [1200, 1882, 1450, 1961]
paragraph: Αἱ κατὰ τὸν λήξαντα χθὲς μῆνα εἰσπράξεις τοῦ ἐν Πειραιεῖ Τελωνείου ὑπερετέρησαν τῶν τοῦ ἀντιστοίχου μηνὸς τοῦ παρελθόντος ἔτους 879,459 δρ. Ἡ αὔξησις αὕτη προέρχεται κυρίως ἐκ τῆς εἰσαγωγῆς σιτηρῶν.: [356, 1907, 619, 2002]
paragraph: Δυσάρεστος μετεδόθη χθὲς εἴδησις πρὸς τὴν Κυβέρνησιν περὶ τῆς τύχης τῶν τριῶν Θεσσαλῶν πολιτευομένων Καραστεργίου, Ἀστεριάδου καὶ Ταπκαλίδου, οἵτινες εὑρίσκοντο ἐν Θεσσαλονίκῃ τελοῦντες ὑπὸ ἀστυνομικὴν ἐπιτήρησιν.: [911, 1528, 1177, 1640]
paragraph: Πρέπει νὰ ἐρωτηθῶσιν ἐπίσης οἱ στρατιῶται, διότι ἀδύνατον νὰ ἐπιτευχθῇ συμφωνία μὲ τὸν στρατὸν διὰ μίαν ἀπόφασιν ἐκκενώσεως τῆς Θεσσαλίας.: [76, 2142, 341, 2222]
paragraph: Προσφορὰ πρὸς διατροφὴν οἰκογενειῶν ἐφέδρων· Ὁ κ. Π. Σ. Τσεκούρης δρ. 5,000, ὁ κ. Ρ. ... Λέμας Τουρκίας 3.: [634, 1754, 896, 1818]
paragraph: Κατὰ τὴν εἴδησιν ταύτην αἱ ἐν Θεσσαλονίκῃ τουρκικαὶ ἀρχαὶ ἀπέστειλαν τοὺς ἀνωτέρω ἀπαγομένους εἰς Δαρδανέλλια ἀπομένει δὲ ἄγνωστον ποῦ μετεφέρθησαν ἐκεῖθεν καὶ ποίαν τύχην ἀναμένει αὐτούς.: [911, 1643, 1177, 1739]
headline: ΔΙΑΜΑΡΤΥΡΙΑ ΚΥΒΕΡΝΗΣΕΩΣ: [930, 1507, 1158, 1525]
paragraph: Ἐν τῶν σπουδαιοτέρων ἐν Εὐρώπῃ ζητημάτων, καίπερ μὴ ἔχον ἔτι ὑπὸ τοῦ παρόντος χαρακτῆρα, εἶνε ἀναμφισβητήτως τὸ πολωνικὸν ζήτημα. Ἀλλ' ἐπειδὴ ἡ Πολωνία δὲν ὑπάρχει, τὸ ζήτημα κατέστη ἀλλῶς ζωτικὴ ὑπόθεσις.: [356, 1099, 619, 1195]
paragraph: Ἀντιθέτως πρὸς τὰς διαθέσεις ταύτας τοῦ Φερδινάνδου ἡ Τουρκία θέλει νὰ περιορίσῃ τὴν ἐξουσίαν τοῦ Φερδινάνδου, ἀντικαθιστῶσα αὐτὸν ἐν τῇ Γενικῇ Διοικήσει τῆς Ἀνατολικῆς Ρωμυλίας δι' ἰδιαιτέρου γενικοῦ διοικητοῦ.: [356, 563, 619, 675]
headline: ΔΙΑΤΡΙΒΑΙ: [1259, 1153, 1391, 1181]
headline: Ο ΒΑΣΙΛΕΥΣ ΤΗΣ ΠΟΛΩΝΙΑΣ: [404, 1036, 571, 1076]
paragraph: Οἱ ἀντιπρόσωποι τῶν Δυνάμεων ἐδήλωσαν ὅτι θὰ πράξωσι πᾶν τὸ δυνατὸν ὅπως ἐξασφαλίσωσι τὴν τάξιν καὶ τὴν ἡσυχίαν ἐν Κρήτῃ.: [356, 1780, 619, 1843]
headline: ΑΠΟ ΤΗΣ ΚΑΣΠΙΑΣ ΕΙΣ ΤΗΝ ΧΙΒΑΝ: [372, 797, 603, 831]
headline: ΑΙ ΑΠΟΦΑΣΕΙΣ ΤΗΣ ΕΥΡΩΠΗΣ: [113, 1085, 304, 1125]
subheadline: Τί εἶπεν εἰς στρατάρχης καὶ εἷς πολιτικὸς: [85, 1679, 331, 1711]
headline: ΔΙΑΤΑΓΑΙ ΠΡΟΣ ΤΟΥΣ ΝΑΥΑΡΧΟΥΣ: [955, 334, 1134, 368]
subheadline: Ἀντίθεσις τάσεων: [417, 443, 557, 459]
headline: ΤΟΥΡΚΙΑ ΚΑΙ ΒΟΥΛΓΑΡΙΑ: [361, 420, 613, 440]
ad-line: ΤΟ ΛΟΥΒΡ: [1243, 1847, 1406, 1881]
paragraph: Τηλεγραφοῦσιν ἐκ Κων/πόλεως εἰς τὰς βιενναίας ἐφημερίδας ὅτι ὁ Σουλτᾶνος ἀπένειμε τὸ παράσημον τοῦ Ὀσμανιέ β΄ τάξεως εἰς τὸν Τάκην Μαργαρίτην, ἐπιθεωρητὴν τῶν ἐν Μακεδονίᾳ ρουμουνικῶν σχολείων.: [76, 642, 341, 737]
calendar-title: ΗΜΕΡΟΛΟΓΙΟΝ: [131, 109, 286, 129]
headline: ΟΠΟΥ ΑΝΑΦΑΙΝΕΤΑΙ: [959, 292, 1130, 310]
headline: ΠΑΡΑΤΑΣΙΣ ΑΝΑΣΤΟΛΗΣ ΠΡΟΘΕΣΜΙΩΝ: [107, 1466, 309, 1499]
ad-line: ΕΝ ΠΛΑΤΕΙΑ ΣΥΝΤΑΓΜΑΤΟΣ: [656, 1505, 874, 1521]
divider: [911, 1389, 1177, 1392]
paragraph: Εἰς τοὺς κύκλους τῶν Ρουμούνων Μακεδόνων λέγει τὸ αὐτὸ τηλεγράφημα, ἐνεποίησεν εὐάρεστον ἐντύπωσιν ἡ παρασημοφορία αὐτή, ἐπειδὴ μάλιστα ἐν τῷ φιρμανίῳ τῆς ἀπονομῆς ἀναγράφεται ὅτι ἡ τιμὴ αὐτὴ ὀφείλεται εἰς τὴν στάσιν ἣν ἐτήρησαν οἱ Βλάχοι κατὰ τὴν διάρκειαν τοῦ ἑλληνοτουρκικοῦ πολέμου.: [76, 741, 341, 869]
page-number: 3: [1461, 64, 1476, 89]
headline: Ο ΤΟΥΡΚΙΚΟΣ ΣΤΟΛΟΣ: [932, 311, 1156, 332]
paragraph: «Ἐξηναγκάσθημεν ὑπὸ τῆς Ἑλλάδος νὰ: [89, 2392, 341, 2407]
paragraph: Ἐκ Βόλου ἐγνώσθη, ὅτι ἀνεκλήθησαν ἐσχάτως οἱ ἀξιωματικοὶ Τοῦρκοι, οἵτινες διέτριβον ἐπ' ἀδείᾳ εἰς τὴν πόλιν ταύτην καὶ οἵτινες ἀνεχώρησαν ἀμέσως μεταβάντες εἰς Δομοκόν.: [1192, 431, 1457, 511]
subheadline: Ἡ Κεντρικὴ ὑπὲρ αὐτῶν Ἐπιτροπή: [671, 423, 859, 455]
ad-line: ΕΙΣ ΤΟΝ Β. ΚΑΣΔΩΝΗ: [663, 1524, 867, 1544]
paragraph: Ἐκτὸς τοῦ πρεσβευτοῦ τῆς Γερμανίας καὶ πρὸς τοὺς ἄλλους πρεσβευτὰς ἀνεκοίνωσεν ἡ Κυβέρνησις διὰ τῆς ἐκ νέου συλλήψεως τῶν Θεσσαλῶν πολιτευομένων, παρακαλέσασα δὲ καὶ τούτους ἵνα γνωρίσωσιν τὸ πρᾶγμα πρὸς τὰς οἰκείας Κυβερνήσεις.: [1192, 219, 1457, 329]
paragraph: Ἡ πόλις τοῦ Τυρνάβου παραμένει εἰς τὴν Ἑλλάδα.: [76, 1393, 341, 1424]
column-4: [911, 102, 1177, 2163]
